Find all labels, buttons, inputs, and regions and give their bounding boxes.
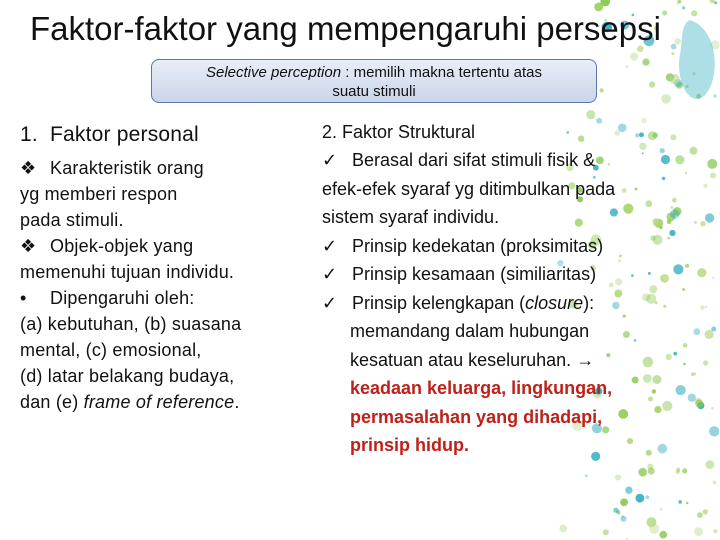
callout-term: Selective perception <box>205 64 342 81</box>
slide-title: Faktor-faktor yang mempengaruhi persepsi <box>30 10 661 47</box>
decorative-dot <box>714 94 717 97</box>
decorative-dot <box>714 1 717 4</box>
decorative-dot <box>661 94 671 104</box>
heading-number: 1. <box>20 123 38 146</box>
decorative-dot <box>697 512 703 518</box>
decorative-dot <box>620 498 628 506</box>
checkmark-icon: ✓ <box>322 235 338 256</box>
decorative-dot <box>586 110 595 119</box>
decorative-dot <box>615 474 621 480</box>
list-item: memandang dalam hubungan <box>350 321 590 341</box>
decorative-dot <box>676 3 678 5</box>
list-item: memenuhi tujuan individu. <box>20 262 235 282</box>
decorative-dot <box>621 516 627 522</box>
list-item: kesatuan atau keseluruhan. → <box>350 349 595 370</box>
list-item: dan (e) frame of reference. <box>20 392 240 412</box>
checkmark-icon: ✓ <box>322 292 338 313</box>
decorative-dot <box>672 52 675 55</box>
decorative-dot <box>613 508 618 513</box>
decorative-dot <box>659 531 667 539</box>
decorative-dot <box>603 529 609 535</box>
personal-factors-heading <box>20 120 305 150</box>
diamond-bullet-icon: ❖ <box>20 236 37 256</box>
list-item: ✓ Prinsip kedekatan (proksimitas) <box>322 232 717 261</box>
list-item: keadaan keluarga, lingkungan, <box>350 378 613 398</box>
structural-factors-heading: 2. Faktor Struktural <box>322 122 476 142</box>
list-item: ✓ Berasal dari sifat stimuli fisik & <box>322 146 717 175</box>
structural-factors-column <box>322 119 717 460</box>
list-item: • Dipengaruhi oleh: <box>20 285 305 311</box>
callout-definition: : memilih makna tertentu atas <box>341 64 542 81</box>
list-item: ❖ Karakteristik orang <box>20 155 305 181</box>
decorative-dot <box>638 468 647 477</box>
selective-perception-callout <box>151 59 597 103</box>
list-item: ❖ Objek-objek yang <box>20 233 305 259</box>
decorative-dot <box>713 481 717 485</box>
decorative-dot <box>647 464 653 470</box>
decorative-dot <box>710 0 715 3</box>
decorative-dot <box>678 500 682 504</box>
decorative-dot <box>585 474 588 477</box>
checkmark-icon: ✓ <box>322 264 338 284</box>
decorative-dot <box>677 0 681 4</box>
list-item: prinsip hidup. <box>350 435 469 455</box>
decorative-dot <box>694 527 703 536</box>
decorative-dot <box>703 509 708 514</box>
list-item: ✓ Prinsip kesamaan (similiaritas) <box>322 260 717 289</box>
decorative-dot <box>672 76 674 78</box>
decorative-dot <box>625 487 632 494</box>
decorative-dot <box>713 529 717 533</box>
decorative-dot <box>649 524 659 534</box>
decorative-dot <box>630 53 638 61</box>
list-item: (a) kebutuhan, (b) suasana <box>20 314 242 334</box>
decorative-dot <box>705 460 714 469</box>
list-item: sistem syaraf individu. <box>322 207 500 227</box>
list-item: mental, (c) emosional, <box>20 340 202 360</box>
dot-bullet-icon: • <box>20 288 27 308</box>
list-item: efek-efek syaraf yg ditimbulkan pada <box>322 178 616 199</box>
decorative-dot <box>559 525 567 533</box>
decorative-dot <box>682 468 687 473</box>
decorative-dot <box>686 502 688 504</box>
checkmark-icon: ✓ <box>322 150 338 170</box>
personal-factors-column <box>20 120 305 415</box>
decorative-dot <box>625 65 628 68</box>
list-item: (d) latar belakang budaya, <box>20 366 235 386</box>
list-item: pada stimuli. <box>20 210 124 230</box>
decorative-dot <box>660 508 663 511</box>
decorative-dot <box>676 470 680 474</box>
arrow-right-icon: → <box>576 349 595 370</box>
heading-text: Faktor personal <box>50 123 199 146</box>
decorative-dot <box>670 74 680 84</box>
decorative-dot <box>642 59 649 66</box>
decorative-dot <box>646 495 650 499</box>
list-item: ✓ Prinsip kelengkapan (closure): <box>322 289 717 318</box>
diamond-bullet-icon: ❖ <box>20 158 37 178</box>
callout-line-2: suatu stimuli <box>332 83 416 100</box>
decorative-dot <box>649 81 655 87</box>
list-item: yg memberi respon <box>20 184 178 204</box>
decorative-dot <box>636 494 645 503</box>
decorative-dot <box>599 88 603 92</box>
list-item: permasalahan yang dihadapi, <box>350 406 603 427</box>
